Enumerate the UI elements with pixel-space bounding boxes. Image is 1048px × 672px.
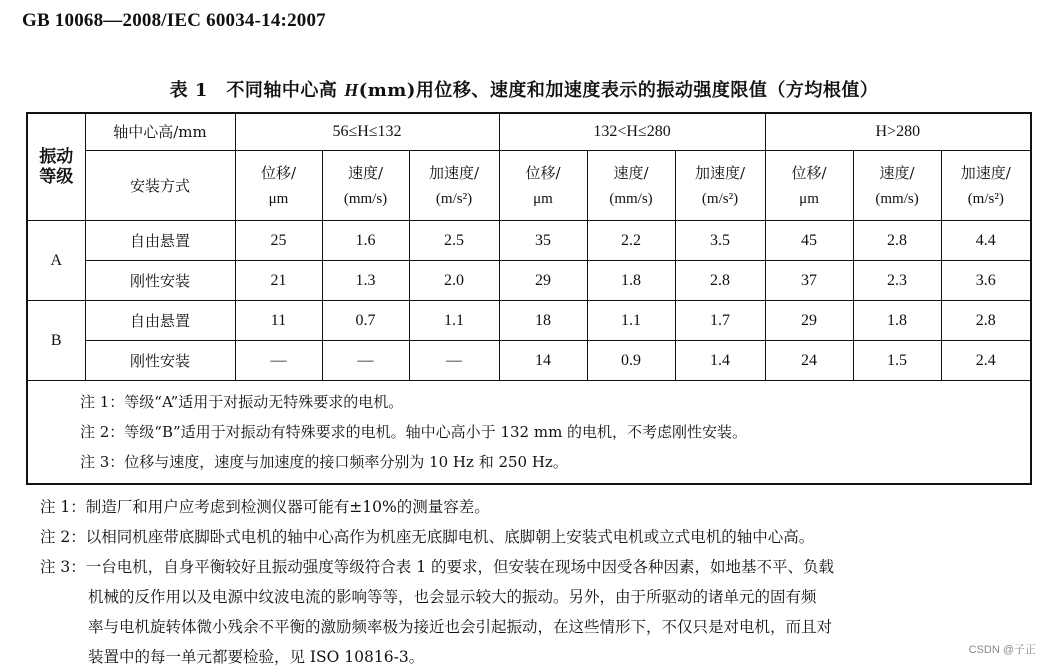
watermark: CSDN @子正 <box>968 644 1036 656</box>
value-cell: 25 <box>235 221 322 261</box>
quantity-header: 位移/ μm <box>235 151 322 221</box>
value-cell: 2.4 <box>941 341 1031 381</box>
value-cell: 1.5 <box>853 341 941 381</box>
quantity-header: 速度/ (mm/s) <box>587 151 675 221</box>
table-note-1: 注 1：等级“A”适用于对振动无特殊要求的电机。 <box>80 393 404 411</box>
value-cell: 1.1 <box>409 301 499 341</box>
value-cell: 1.8 <box>587 261 675 301</box>
value-cell: 37 <box>765 261 853 301</box>
mount-header: 安装方式 <box>85 151 235 221</box>
quantity-header: 加速度/ (m/s²) <box>675 151 765 221</box>
value-cell: 1.7 <box>675 301 765 341</box>
grade-cell: A <box>27 221 85 301</box>
value-cell: 2.2 <box>587 221 675 261</box>
value-cell: 29 <box>499 261 587 301</box>
table-notes <box>27 381 1031 485</box>
value-cell: 0.7 <box>322 301 409 341</box>
value-cell: 1.3 <box>322 261 409 301</box>
value-cell: 35 <box>499 221 587 261</box>
mount-cell: 刚性安装 <box>85 261 235 301</box>
value-cell: 4.4 <box>941 221 1031 261</box>
table-note-2: 注 2：等级“B”适用于对振动有特殊要求的电机。轴中心高小于 132 mm 的电机，不考虑刚性安装。 <box>80 423 748 441</box>
mount-cell: 自由悬置 <box>85 301 235 341</box>
table-row <box>27 341 1031 381</box>
footnote-3-continuation: 率与电机旋转体微小残余不平衡的激励频率极为接近也会引起振动，在这些情形下，不仅只是对电机，而且对 <box>88 618 833 636</box>
value-cell: 14 <box>499 341 587 381</box>
range-header-1: 56≤H≤132 <box>235 113 499 151</box>
value-cell: 18 <box>499 301 587 341</box>
value-cell: — <box>322 341 409 381</box>
quantity-header: 位移/ μm <box>765 151 853 221</box>
value-cell: 29 <box>765 301 853 341</box>
table-row <box>27 261 1031 301</box>
value-cell: 21 <box>235 261 322 301</box>
grade-cell: B <box>27 301 85 381</box>
value-cell: 2.8 <box>941 301 1031 341</box>
mount-cell: 刚性安装 <box>85 341 235 381</box>
quantity-header: 加速度/ (m/s²) <box>409 151 499 221</box>
value-cell: 45 <box>765 221 853 261</box>
quantity-header: 加速度/ (m/s²) <box>941 151 1031 221</box>
vibration-limits-table <box>26 112 1032 485</box>
quantity-header: 速度/ (mm/s) <box>853 151 941 221</box>
table-title <box>0 76 1048 102</box>
value-cell: 2.8 <box>675 261 765 301</box>
footnote-2: 注 2：以相同机座带底脚卧式电机的轴中心高作为机座无底脚电机、底脚朝上安装式电机或立式电机的轴中心高。 <box>40 528 815 546</box>
footnote-3 <box>40 552 1036 672</box>
shaft-height-header: 轴中心高/mm <box>85 113 235 151</box>
table-note-3: 注 3：位移与速度，速度与加速度的接口频率分别为 10 Hz 和 250 Hz。 <box>80 453 568 471</box>
range-header-3: H>280 <box>765 113 1031 151</box>
footnote-1: 注 1：制造厂和用户应考虑到检测仪器可能有±10%的测量容差。 <box>40 498 490 516</box>
value-cell: — <box>235 341 322 381</box>
quantity-header: 位移/ μm <box>499 151 587 221</box>
standard-header: GB 10068—2008/IEC 60034-14:2007 <box>22 10 326 31</box>
grade-header: 振动等级 <box>27 113 85 221</box>
value-cell: 0.9 <box>587 341 675 381</box>
value-cell: 2.5 <box>409 221 499 261</box>
footnotes <box>40 492 1036 672</box>
range-header-2: 132<H≤280 <box>499 113 765 151</box>
quantity-header: 速度/ (mm/s) <box>322 151 409 221</box>
value-cell: 2.8 <box>853 221 941 261</box>
value-cell: 2.0 <box>409 261 499 301</box>
footnote-3-text: 注 3：一台电机，自身平衡较好且振动强度等级符合表 1 的要求，但安装在现场中因受各种因素，如地基不平、负载 <box>40 558 835 576</box>
value-cell: 1.4 <box>675 341 765 381</box>
value-cell: 3.6 <box>941 261 1031 301</box>
mount-cell: 自由悬置 <box>85 221 235 261</box>
value-cell: 11 <box>235 301 322 341</box>
value-cell: — <box>409 341 499 381</box>
value-cell: 1.8 <box>853 301 941 341</box>
table-title-prefix: 表 1 不同轴中心高 <box>169 80 345 101</box>
table-row <box>27 221 1031 261</box>
value-cell: 1.6 <box>322 221 409 261</box>
value-cell: 1.1 <box>587 301 675 341</box>
table-title-suffix: (mm)用位移、速度和加速度表示的振动强度限值（方均根值） <box>358 80 879 101</box>
table-row <box>27 301 1031 341</box>
table-title-italic-h: H <box>344 80 359 100</box>
footnote-3-continuation: 机械的反作用以及电源中纹波电流的影响等等，也会显示较大的振动。另外，由于所驱动的诸单元的固有频 <box>88 588 817 606</box>
value-cell: 2.3 <box>853 261 941 301</box>
value-cell: 24 <box>765 341 853 381</box>
footnote-3-continuation: 装置中的每一单元都要检验，见 ISO 10816-3。 <box>88 648 425 666</box>
value-cell: 3.5 <box>675 221 765 261</box>
